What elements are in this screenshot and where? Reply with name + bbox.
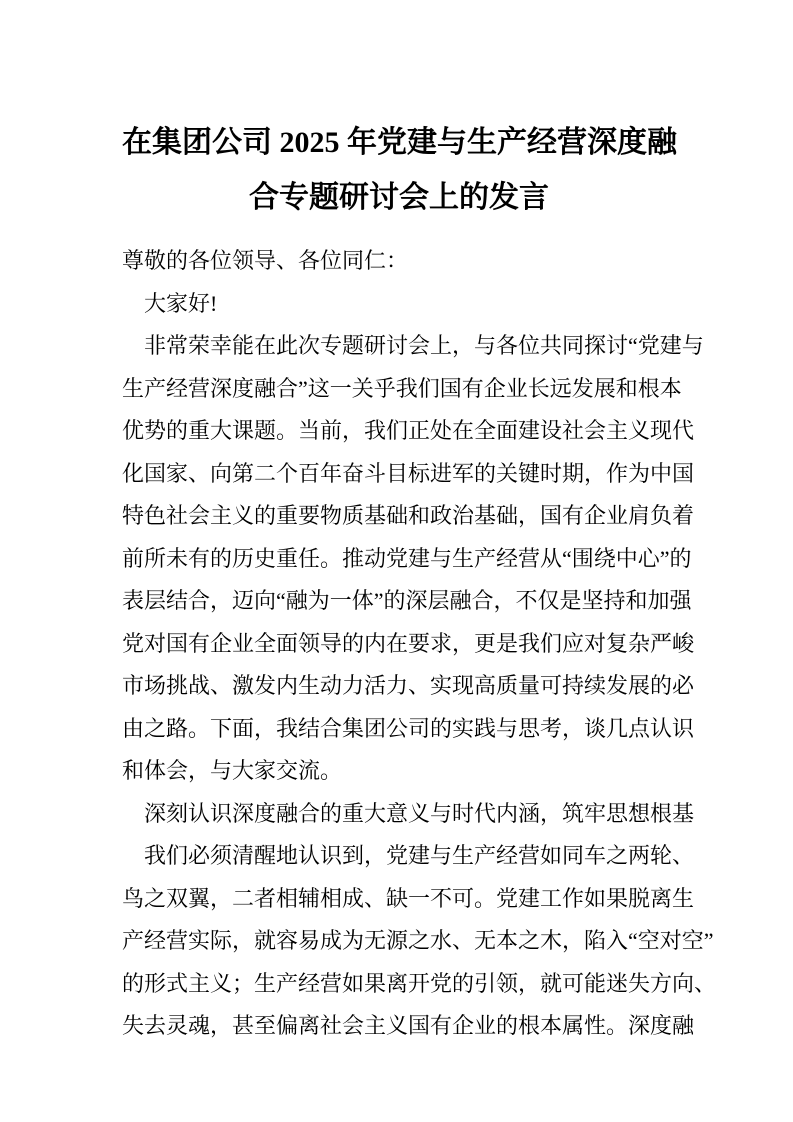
text-line: 大家好!	[144, 290, 218, 316]
text-line: 化国家、向第二个百年奋斗目标进军的关键时期，作为中国	[122, 460, 695, 486]
text-line: 党对国有企业全面领导的内在要求，更是我们应对复杂严峻	[122, 630, 695, 656]
text-line: 的形式主义；生产经营如果离开党的引领，就可能迷失方向、	[122, 970, 717, 996]
document-title	[122, 115, 676, 225]
document-body	[122, 240, 717, 1048]
text-line: 市场挑战、激发内生动力活力、实现高质量可持续发展的必	[122, 673, 695, 698]
text-line: 产经营实际，就容易成为无源之水、无本之木，陷入“空对空”	[122, 928, 714, 953]
text-line: 表层结合，迈向“融为一体”的深层融合，不仅是坚持和加强	[122, 588, 692, 613]
text-line: 由之路。下面，我结合集团公司的实践与思考，谈几点认识	[122, 715, 695, 741]
text-line: 鸟之双翼，二者相辅相成、缺一不可。党建工作如果脱离生	[122, 885, 695, 911]
text-line: 优势的重大课题。当前，我们正处在全面建设社会主义现代	[122, 418, 695, 443]
document-title-line-1: 在集团公司 2025 年党建与生产经营深度融	[122, 126, 677, 159]
text-line: 我们必须清醒地认识到，党建与生产经营如同车之两轮、	[144, 843, 695, 868]
text-line: 尊敬的各位领导、各位同仁：	[122, 248, 409, 273]
text-line: 非常荣幸能在此次专题研讨会上，与各位共同探讨“党建与	[144, 333, 704, 358]
document-title-line-2: 合专题研讨会上的发言	[249, 181, 549, 214]
text-line: 特色社会主义的重要物质基础和政治基础，国有企业肩负着	[122, 503, 695, 528]
text-line: 和体会，与大家交流。	[122, 758, 343, 783]
text-line: 深刻认识深度融合的重大意义与时代内涵，筑牢思想根基	[144, 800, 695, 826]
text-line: 前所未有的历史重任。推动党建与生产经营从“围绕中心”的	[122, 545, 692, 571]
text-line: 生产经营深度融合”这一关乎我们国有企业长远发展和根本	[122, 375, 682, 401]
text-line: 失去灵魂，甚至偏离社会主义国有企业的根本属性。深度融	[122, 1013, 695, 1038]
